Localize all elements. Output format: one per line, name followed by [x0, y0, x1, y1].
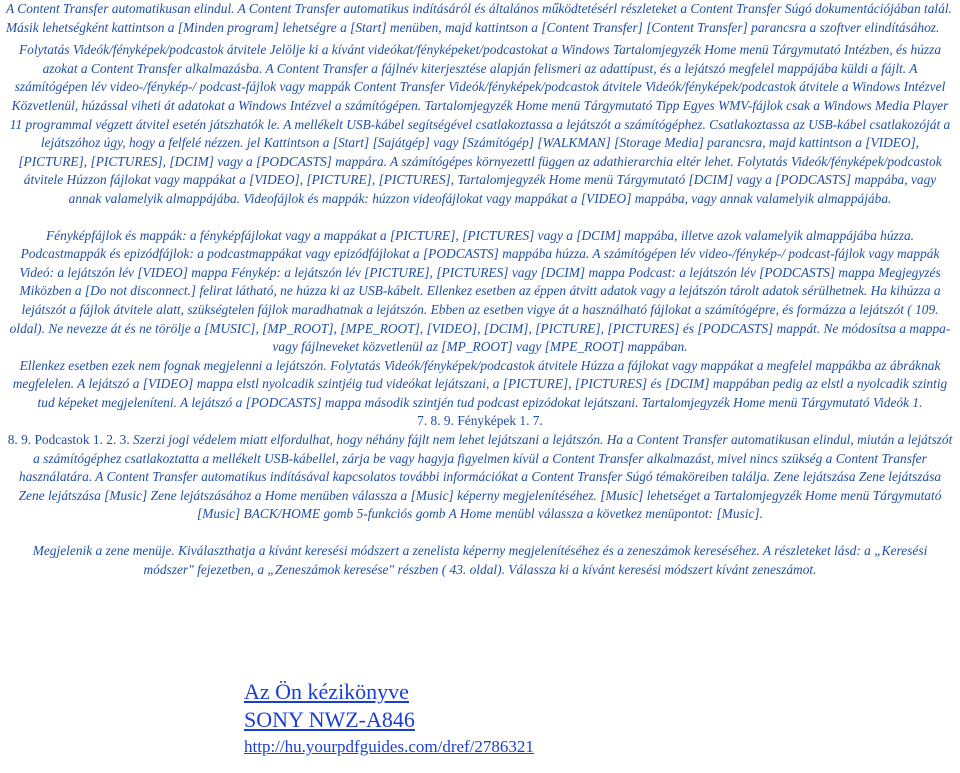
product-model-link[interactable]: SONY NWZ-A846	[244, 707, 415, 732]
paragraph-content-transfer-start: A Content Transfer automatikusan elindul. A Content Transfer automatikus indításáról és általános működtetésérl részleteket a Content Transfer Súgó dokumentációjában talál. Másik lehetségként kattintson a [Minden program] lehetségre a [Start] menüben, majd kattintson a [Content Transfer] [Content Transfer] parancsra a szoftver elindításához.	[6, 1, 952, 35]
paragraph-folder-levels: Ellenkez esetben ezek nem fognak megjelenni a lejátszón. Folytatás Videók/fényképek/podcastok átvitele Húzza a fájlokat vagy mappákat a megfelel mappákba az ábráknak megfelelen. A lejátszó a [VIDEO] mappa elstl nyolcadik szintjéig tud videókat lejátszani, a [PICTURE], [PICTURES] és [DCIM] mappában pedig az elstl a nyolcadik szintig tud képeket megjeleníteni. A lejátszó a [PODCASTS] mappa második szintjén tud podcast epizódokat lejátszani. Tartalomjegyzék Home menü Tárgymutató Videók 1.	[12, 357, 948, 410]
paragraph-copyright-music: Szerzi jogi védelem miatt elfordulhat, hogy néhány fájlt nem lehet lejátszani a lejátszón. Ha a Content Transfer automatikusan elindul, miután a lejátszót a számítógéphez csatlakoztatta a mellékelt USB-kábellel, zárja be vagy hagyja figyelmen kívül a Content Transfer alkalmazást, mivel nincs szükség a Content Transfer használatára. A Content Transfer automatikus indításával kapcsolatos további információkat a Content Transfer Súgó témaköreiben találja. Zene lejátszása Zene lejátszása Zene lejátszása [Music] Zene lejátszásához a Home menüben válassza a [Music] képerny megjelenítéséhez. [Music] lehetséget a Tartalomjegyzék Home menü Tárgymutató [Music] BACK/HOME gomb 5-funkciós gomb A Home menübl válassza a következ menüpontot: [Music].	[18, 432, 953, 522]
podcast-steps-label: 8. 9. Podcastok 1. 2. 3.	[7, 432, 130, 448]
paragraph-podcast-steps	[0, 431, 960, 524]
paragraph-transfer-italic: Folytatás Videók/fényképek/podcastok átvitele Jelölje ki a kívánt videókat/fényképeket/podcastokat a Windows Tartalomjegyzék Home menü Tárgymutató Intézben, és húzza azokat a Content Transfer alkalmazásba. A Content Transfer a fájlnév kiterjesztése alapján felismeri az adattípust, és a lejátszó megfelel mappájába küldi a fájlt. A számítógépen lév video-/fénykép-/ podcast-fájlok vagy mappák Content Transfer Videók/fényképek/podcastok átvitele Videók/fényképek/podcastok átvitele a Windows Intézvel Közvetlenül, húzással viheti át adatokat a Windows Intézvel a számítógépen.	[11, 42, 946, 113]
paragraph-photo-podcast-folders: Fényképfájlok és mappák: a fényképfájlokat vagy a mappákat a [PICTURE], [PICTURES] vagy a [DCIM] mappába, illetve azok valamelyik almappájába húzza. Podcastmappák és epizódfájlok: a podcastmappákat vagy epizódfájlokat a [PODCASTS] mappába húzza. A számítógépen lév video-/fénykép-/ podcast-fájlok vagy mappák Videó: a lejátszón lév [VIDEO] mappa Fénykép: a lejátszón lév [PICTURE], [PICTURES] vagy [DCIM] mappa Podcast: a lejátszón lév [PODCASTS] mappa Megjegyzés Miközben a [Do not disconnect.] felirat látható, ne húzza ki az USB-kábelt. Ellenkez esetben az éppen átvitt adatok vagy a lejátszón tárolt adatok sérülhetnek. Ha kihúzza a lejátszót a fájlok átvitele alatt, szükségtelen fájlok maradhatnak a lejátszón. Ebben az esetben vigye át a használható fájlokat a számítógépre, és formázza a lejátszót ( 109. oldal). Ne nevezze át és ne törölje a [MUSIC], [MP_ROOT], [MPE_ROOT], [VIDEO], [DCIM], [PICTURE], [PICTURES] és [PODCASTS] mappát. Ne módosítsa a mappa- vagy fájlneveket közvetlenül az [MP_ROOT] vagy [MPE_ROOT] mappában.	[9, 227, 951, 355]
footer-links	[244, 678, 534, 758]
manual-title-link[interactable]: Az Ön kézikönyve	[244, 679, 409, 704]
paragraph-music-menu: Megjelenik a zene menüje. Kiválaszthatja a kívánt keresési módszert a zenelista képerny megjelenítéséhez és a zeneszámok kereséséhez. A részleteket lásd: a „Keresési módszer" fejezetben, a „Zeneszámok keresése" részben ( 43. oldal). Válassza ki a kívánt keresési módszert kívánt zeneszámot.	[32, 543, 928, 577]
paragraph-photo-steps: 7. 8. 9. Fényképek 1. 7.	[417, 413, 543, 429]
paragraph-transfer-tips: Tartalomjegyzék Home menü Tárgymutató Tipp Egyes WMV-fájlok csak a Windows Media Player 11 programmal végzett átvitel esetén játszhatók le. A mellékelt USB-kábel segítségével csatlakoztassa a lejátszót a számítógéphez. Csatlakoztassa az USB-kábel csatlakozóját a lejátszóhoz úgy, hogy a felfelé nézzen. jel Kattintson a [Start] [Sajátgép] vagy [Számítógép] [WALKMAN] [Storage Media] parancsra, majd kattintson a [VIDEO], [PICTURE], [PICTURES], [DCIM] vagy a [PODCASTS] mappára. A számítógépes környezettl függen az adathierarchia eltér lehet. Folytatás Videók/fényképek/podcastok átvitele Húzzon fájlokat vagy mappákat a [VIDEO], [PICTURE], [PICTURES], Tartalomjegyzék Home menü Tárgymutató [DCIM] vagy a [PODCASTS] mappába, vagy annak valamelyik almappájába. Videofájlok és mappák: húzzon videofájlokat vagy mappákat a [VIDEO] mappába, vagy annak valamelyik almappájába.	[9, 97, 951, 206]
guide-url-link[interactable]: http://hu.yourpdfguides.com/dref/2786321	[244, 737, 534, 756]
paragraph-video-photo-transfer	[0, 41, 960, 208]
